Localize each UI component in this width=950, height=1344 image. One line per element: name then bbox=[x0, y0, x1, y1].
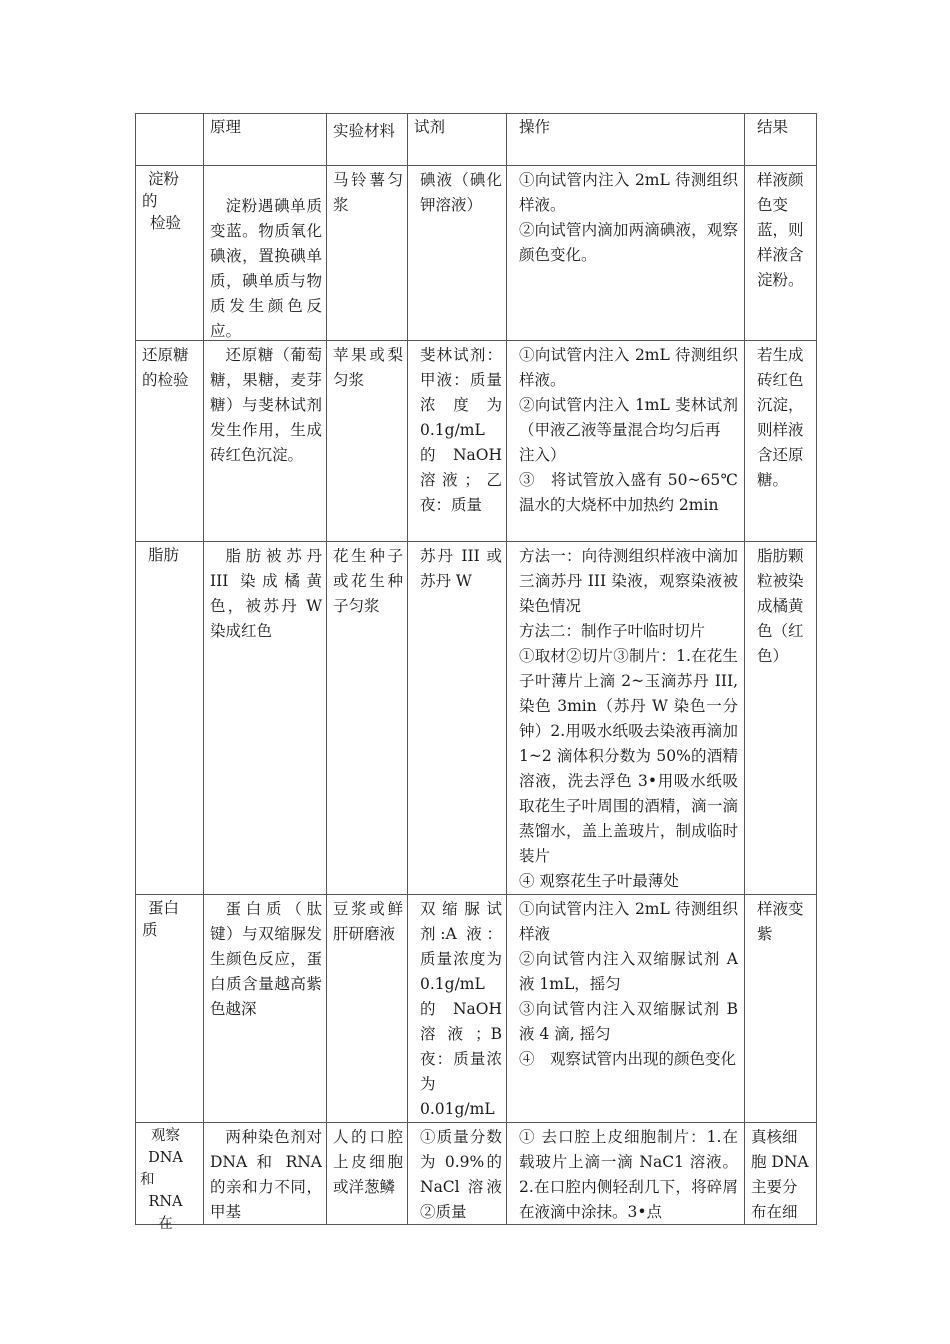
row-name-line: 在 bbox=[158, 1216, 173, 1232]
operation-cell bbox=[507, 341, 745, 542]
operation-step: ④ 观察花生子叶最薄处 bbox=[519, 872, 679, 890]
material-cell: 苹果或梨匀浆 bbox=[327, 341, 408, 542]
header-cell-material: 实验材料 bbox=[327, 114, 408, 166]
result-cell: 样液颜色变蓝，则样液含淀粉。 bbox=[745, 166, 817, 341]
row-name-cell bbox=[136, 542, 204, 895]
operation-step: ①向试管内注入 2mL 待测组织样液 bbox=[519, 900, 738, 943]
operation-cell bbox=[507, 166, 745, 341]
result-cell: 样液变紫 bbox=[745, 895, 817, 1123]
operation-cell bbox=[507, 542, 745, 895]
row-name-line: 的 bbox=[142, 192, 158, 210]
operation-cell bbox=[507, 895, 745, 1123]
material-cell: 人的口腔上皮细胞或洋葱鳞 bbox=[327, 1123, 408, 1225]
operation-step: ②向试管内注入 1mL 斐林试剂（甲液乙液等量混合均匀后再 bbox=[519, 396, 738, 439]
principle-cell: 淀粉遇碘单质变蓝。物质氧化碘液，置换碘单质，碘单质与物质发生颜色反应。 bbox=[204, 166, 327, 341]
experiment-table bbox=[135, 113, 817, 1232]
operation-step: ②向试管内滴加两滴碘液，观察颜色变化。 bbox=[519, 221, 738, 264]
operation-step: ①取材②切片③制片：1.在花生子叶薄片上滴 2~玉滴苏丹 III,染色 3min（苏丹 W 染色一分钟）2.用吸水纸吸去染液再滴加 1~2 滴体积分数为 50%的酒精溶液，洗去浮色 3•用吸水纸吸取花生子叶周围的酒精，滴一滴蒸馏水，盖上盖玻片，制成临时装片 bbox=[519, 647, 738, 865]
operation-step: ②向试管内注入双缩脲试剂 A 液 1mL，摇匀 bbox=[519, 950, 738, 993]
row-name-line: 观察 bbox=[151, 1128, 180, 1144]
operation-step: 注入） bbox=[519, 446, 566, 464]
operation-step: ①向试管内注入 2mL 待测组织样液。 bbox=[519, 346, 738, 389]
reagent-cell: 双缩脲试剂:A 液：质量浓度为0.1g/mL 的 NaOH 溶液；B 夜：质量浓为0.01g/mL bbox=[408, 895, 507, 1123]
principle-cell: 还原糖（葡萄糖，果糖，麦芽糖）与斐林试剂发生作用，生成砖红色沉淀。 bbox=[204, 341, 327, 542]
operation-step: 方法一：向待测组织样液中滴加三滴苏丹 III 染液，观察染液被染色情况 bbox=[519, 547, 738, 615]
principle-cell: 蛋白质（肽键）与双缩脲发生颜色反应，蛋白质含量越高紫色越深 bbox=[204, 895, 327, 1123]
table-header-row bbox=[136, 114, 817, 166]
row-name-cell bbox=[136, 166, 204, 341]
row-name-line: 和 bbox=[140, 1172, 155, 1188]
header-cell-principle: 原理 bbox=[204, 114, 327, 166]
row-name-cell bbox=[136, 895, 204, 1123]
material-cell: 豆浆或鲜肝研磨液 bbox=[327, 895, 408, 1123]
operation-step: ④ 观察试管内出现的颜色变化 bbox=[519, 1050, 737, 1068]
row-name-line: 蛋白 bbox=[148, 899, 180, 917]
header-cell-result: 结果 bbox=[745, 114, 817, 166]
table-row-reducing-sugar bbox=[136, 341, 817, 542]
row-name-line: 检验 bbox=[150, 214, 182, 232]
result-cell: 若生成砖红色沉淀，则样液含还原糖。 bbox=[745, 341, 817, 542]
material-cell: 马铃薯匀浆 bbox=[327, 166, 408, 341]
reagent-cell: 斐林试剂：甲液：质量浓度为0.1g/mL 的 NaOH 溶液；乙夜：质量 bbox=[408, 341, 507, 542]
row-name-line: 脂肪 bbox=[148, 546, 180, 564]
table-row-protein bbox=[136, 895, 817, 1123]
operation-step: ③向试管内注入双缩脲试剂 B 液 4 滴, 摇匀 bbox=[519, 1000, 738, 1043]
reagent-cell: 碘液（碘化钾溶液） bbox=[408, 166, 507, 341]
header-cell-operation: 操作 bbox=[507, 114, 745, 166]
operation-cell bbox=[507, 1123, 745, 1225]
result-cell: 脂肪颗粒被染成橘黄色（红色） bbox=[745, 542, 817, 895]
row-name-cell bbox=[136, 341, 204, 542]
row-name-cell bbox=[136, 1123, 204, 1232]
operation-step: ③ 将试管放入盛有 50~65℃ 温水的大烧杯中加热约 2min bbox=[519, 471, 738, 514]
row-name-line: 还原糖 bbox=[142, 346, 189, 364]
row-name-line: 淀粉 bbox=[148, 170, 180, 188]
reagent-cell: ①质量分数为 0.9%的 NaCl 溶液②质量 bbox=[408, 1123, 507, 1225]
table-row-fat bbox=[136, 542, 817, 895]
row-name-line: 的检验 bbox=[142, 371, 189, 389]
principle-cell: 两种染色剂对 DNA 和 RNA 的亲和力不同，甲基 bbox=[204, 1123, 327, 1225]
header-cell-blank bbox=[136, 114, 204, 166]
table-row-starch bbox=[136, 166, 817, 341]
table-row-dna-rna bbox=[136, 1123, 817, 1225]
operation-step: 方法二：制作子叶临时切片 bbox=[519, 622, 706, 640]
result-cell: 真核细胞 DNA 主要分布在细 bbox=[745, 1123, 817, 1225]
row-name-line: RNA bbox=[148, 1194, 183, 1210]
header-cell-reagent: 试剂 bbox=[408, 114, 507, 166]
principle-cell: 脂肪被苏丹 III 染成橘黄色，被苏丹 W 染成红色 bbox=[204, 542, 327, 895]
row-name-line: DNA bbox=[148, 1150, 183, 1166]
reagent-cell: 苏丹 III 或苏丹 W bbox=[408, 542, 507, 895]
operation-step: ① 去口腔上皮细胞制片：1.在载玻片上滴一滴 NaC1 溶液。2.在口腔内侧轻刮几下，将碎屑在液滴中涂抹。3•点 bbox=[519, 1128, 738, 1221]
row-name-line: 质 bbox=[142, 921, 158, 939]
material-cell: 花生种子或花生种子匀浆 bbox=[327, 542, 408, 895]
operation-step: ①向试管内注入 2mL 待测组织样液。 bbox=[519, 171, 738, 214]
